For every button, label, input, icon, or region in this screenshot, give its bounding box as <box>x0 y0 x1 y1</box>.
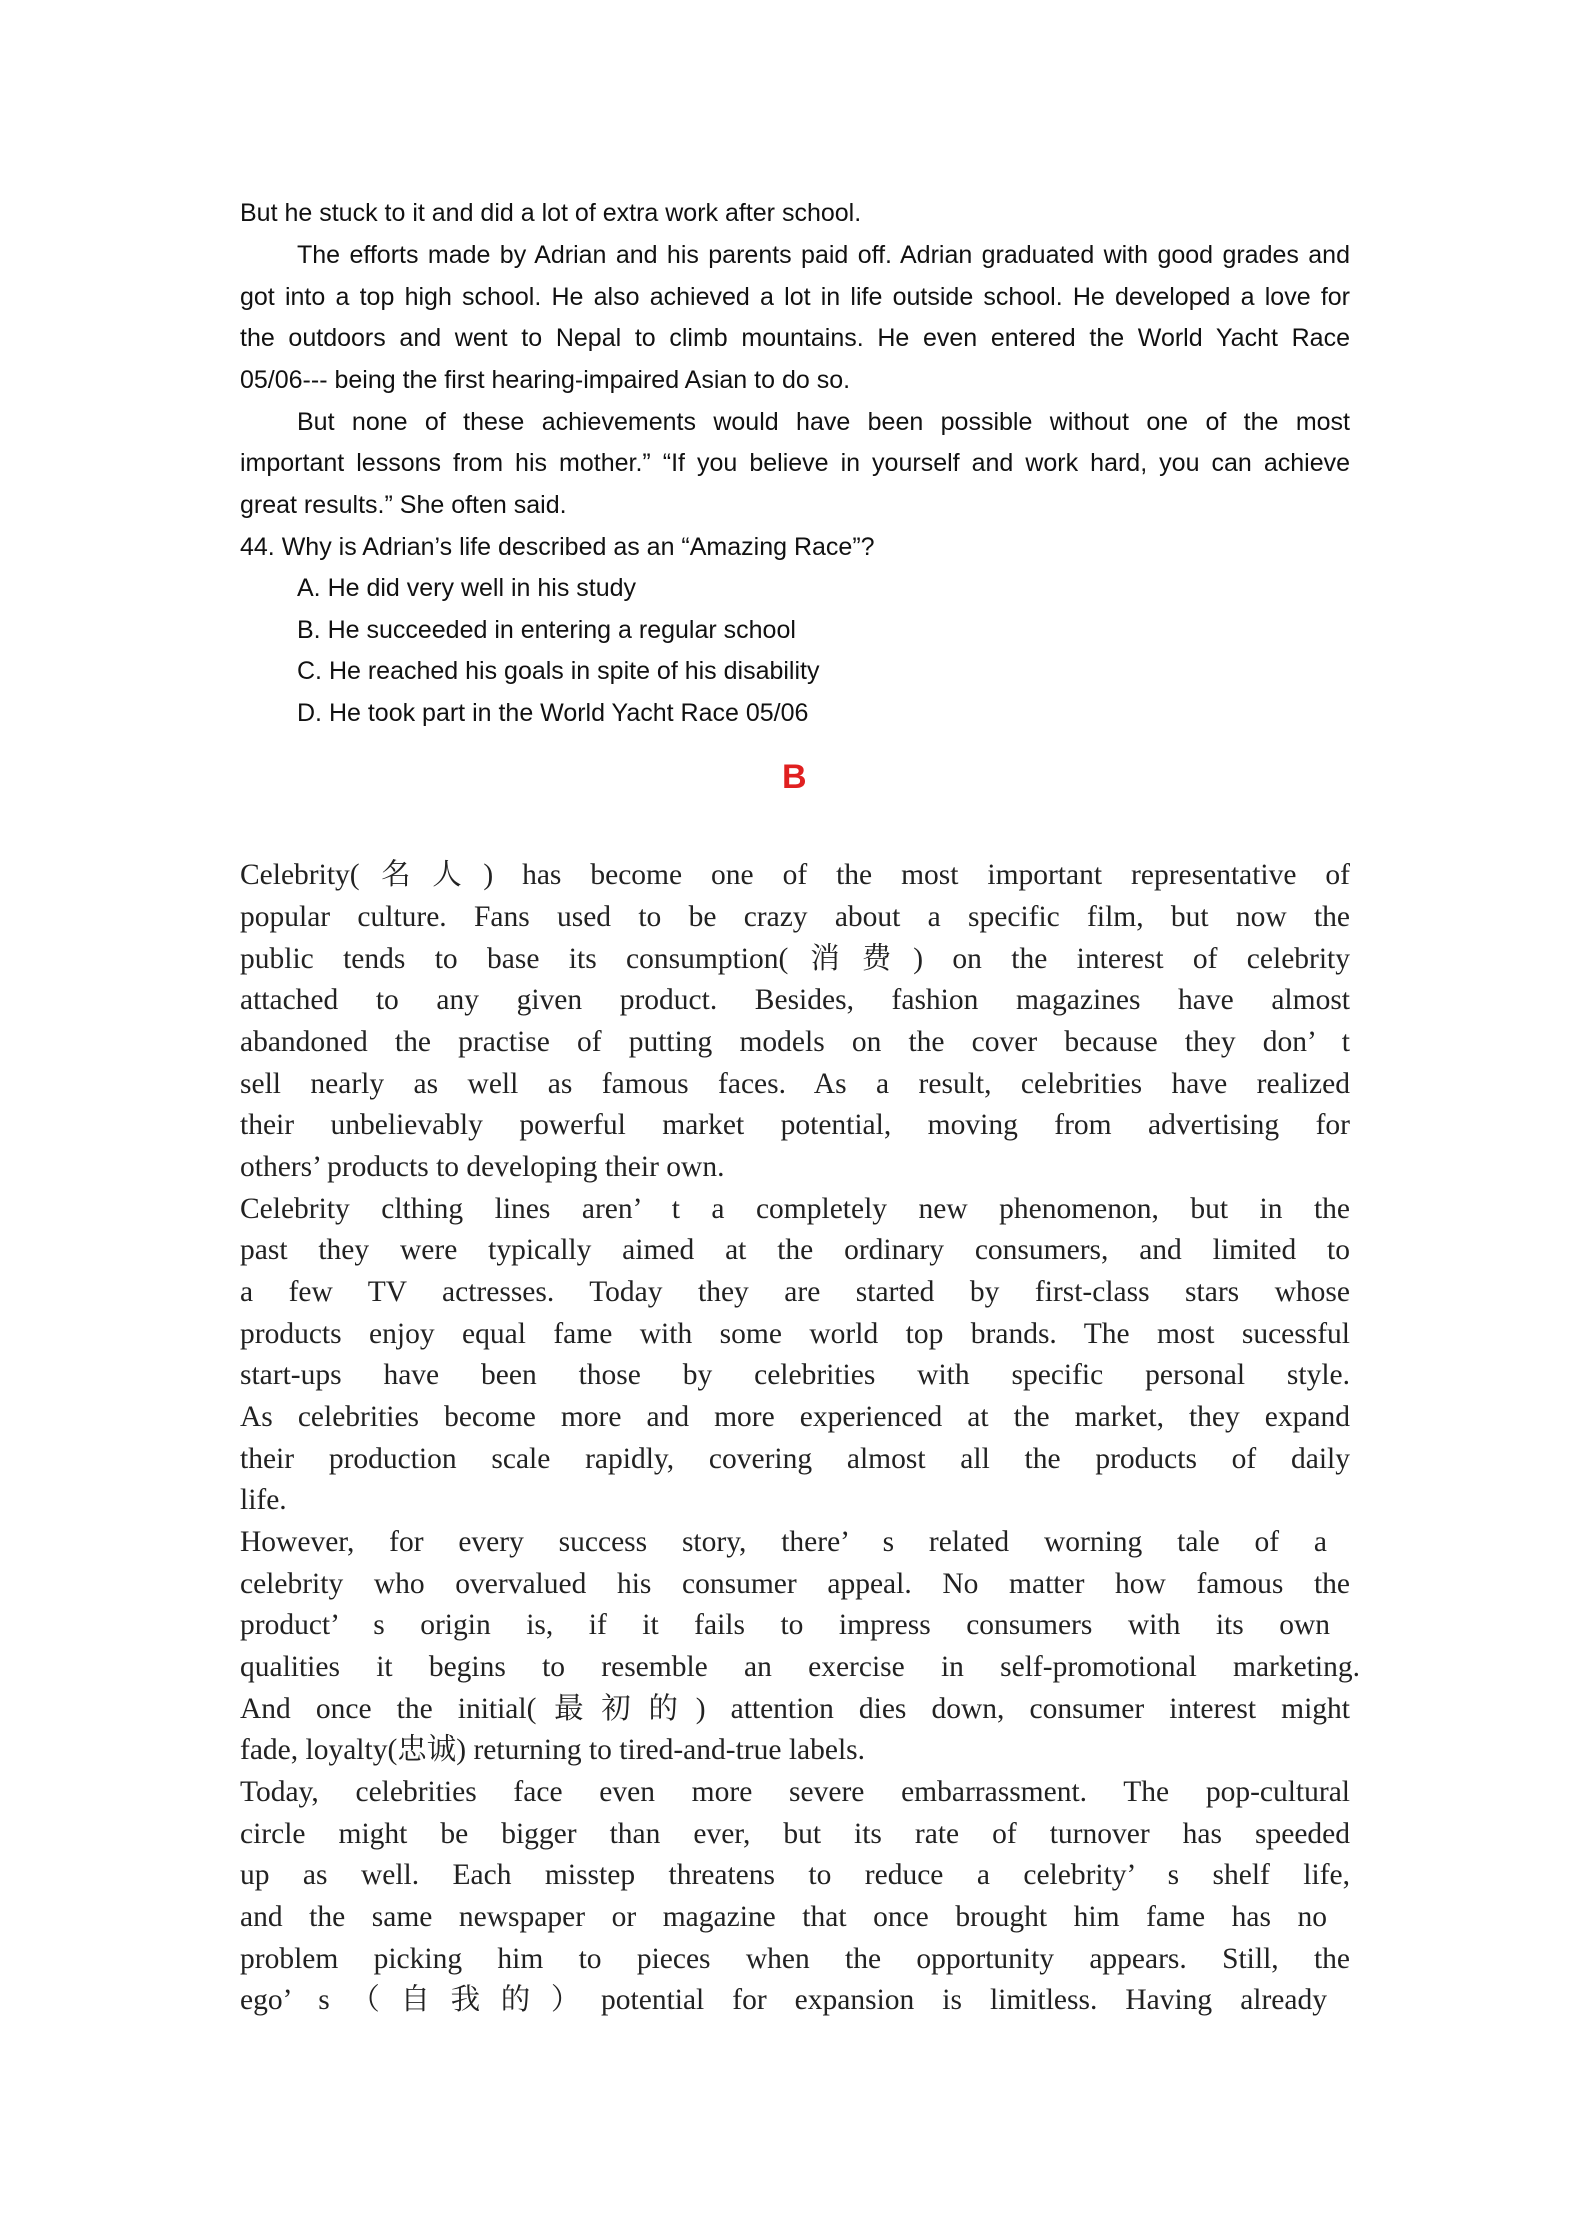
passage-a-line: The efforts made by Adrian and his parents paid off. Adrian graduated with good grades and <box>297 241 1350 269</box>
passage-b-line: ego’ s（自我的）potential for expansion is limitless. Having already <box>240 1984 1327 2016</box>
passage-a-line: 05/06--- being the first hearing-impaired Asian to do so. <box>240 366 851 394</box>
passage-a-line: important lessons from his mother.” “If you believe in yourself and work hard, you can achieve <box>240 449 1350 477</box>
passage-b-line: Celebrity clthing lines aren’ t a completely new phenomenon, but in the <box>240 1193 1350 1225</box>
passage-b-line: sell nearly as well as famous faces. As a result, celebrities have realized <box>240 1068 1350 1100</box>
passage-b-line: As celebrities become more and more experienced at the market, they expand <box>240 1401 1350 1433</box>
passage-b-line: Celebrity(名人) has become one of the most important representative of <box>240 859 1350 891</box>
passage-a-line: the outdoors and went to Nepal to climb mountains. He even entered the World Yacht Race <box>240 324 1350 352</box>
passage-b-line: and the same newspaper or magazine that once brought him fame has no <box>240 1901 1327 1933</box>
passage-b-line: popular culture. Fans used to be crazy about a specific film, but now the <box>240 901 1350 933</box>
passage-a-line: But none of these achievements would have been possible without one of the most <box>297 408 1350 436</box>
answer-option: D. He took part in the World Yacht Race 05/06 <box>297 699 809 727</box>
passage-a-line: great results.” She often said. <box>240 491 567 519</box>
passage-b-line: a few TV actresses. Today they are started by first-class stars whose <box>240 1276 1350 1308</box>
passage-b-line: qualities it begins to resemble an exercise in self-promotional marketing. <box>240 1651 1360 1683</box>
passage-b-line: attached to any given product. Besides, fashion magazines have almost <box>240 984 1350 1016</box>
passage-a-line: But he stuck to it and did a lot of extra work after school. <box>240 199 862 227</box>
answer-option: B. He succeeded in entering a regular school <box>297 616 796 644</box>
answer-option: C. He reached his goals in spite of his disability <box>297 657 820 685</box>
passage-b-line: fade, loyalty(忠诚) returning to tired-and-true labels. <box>240 1734 866 1766</box>
passage-b-line: However, for every success story, there’ s related worning tale of a <box>240 1526 1327 1558</box>
passage-b-line: others’ products to developing their own. <box>240 1151 725 1183</box>
passage-b-line: their unbelievably powerful market potential, moving from advertising for <box>240 1109 1350 1141</box>
passage-b-line: start-ups have been those by celebrities with specific personal style. <box>240 1359 1350 1391</box>
section-heading: B <box>782 758 807 796</box>
passage-b-line: celebrity who overvalued his consumer appeal. No matter how famous the <box>240 1568 1350 1600</box>
passage-b-line: product’ s origin is, if it fails to impress consumers with its own <box>240 1609 1330 1641</box>
passage-b-line: abandoned the practise of putting models on the cover because they don’ t <box>240 1026 1350 1058</box>
passage-b-line: life. <box>240 1484 287 1516</box>
passage-a-line: got into a top high school. He also achieved a lot in life outside school. He developed a love for <box>240 283 1350 311</box>
passage-b-line: Today, celebrities face even more severe embarrassment. The pop-cultural <box>240 1776 1350 1808</box>
passage-b-line: products enjoy equal fame with some world top brands. The most sucessful <box>240 1318 1350 1350</box>
question-stem: 44. Why is Adrian’s life described as an “Amazing Race”? <box>240 533 875 561</box>
passage-b-line: problem picking him to pieces when the opportunity appears. Still, the <box>240 1943 1350 1975</box>
answer-option: A. He did very well in his study <box>297 574 637 602</box>
passage-b-line: past they were typically aimed at the ordinary consumers, and limited to <box>240 1234 1350 1266</box>
passage-b-line: up as well. Each misstep threatens to reduce a celebrity’ s shelf life, <box>240 1859 1350 1891</box>
passage-b-line: their production scale rapidly, covering almost all the products of daily <box>240 1443 1350 1475</box>
passage-b-line: public tends to base its consumption(消费) on the interest of celebrity <box>240 943 1350 975</box>
passage-b-line: circle might be bigger than ever, but its rate of turnover has speeded <box>240 1818 1350 1850</box>
passage-b-line: And once the initial(最初的) attention dies down, consumer interest might <box>240 1693 1350 1725</box>
